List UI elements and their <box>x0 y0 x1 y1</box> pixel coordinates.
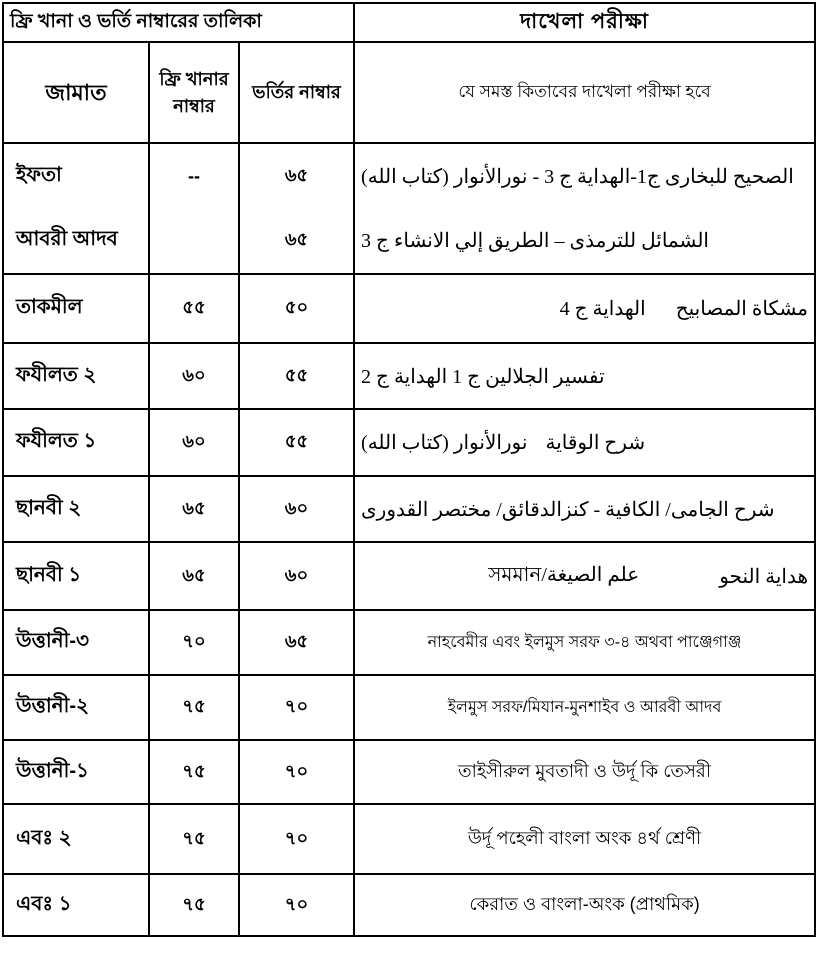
book-title: هداية النحو <box>719 565 809 588</box>
books-cell <box>354 874 815 936</box>
book-title: উর্দূ পহেলী বাংলা অংক ৪র্থ শ্রেণী <box>467 827 702 848</box>
book-title: مشكاة المصابيح <box>675 298 809 320</box>
table-row <box>3 143 815 274</box>
column-header-jamaat: জামাত <box>3 42 149 143</box>
books-cell <box>354 274 815 343</box>
books-cell <box>354 804 815 874</box>
books-text <box>361 757 808 788</box>
jamaat-label: ইফতা <box>16 164 62 187</box>
book-title: ইলমুস সরফ/মিযান-মুনশাইব ও আরবী আদব <box>447 699 722 716</box>
books-text <box>361 430 808 455</box>
jamaat-cell: উত্তানী-২ <box>3 675 149 740</box>
books-text <box>361 164 808 189</box>
table-row <box>3 542 815 610</box>
books-cell <box>354 476 815 542</box>
column-header-free-marks: ফ্রি খানার নাম্বার <box>149 42 239 143</box>
book-title: الهداية ج 4 <box>559 298 646 320</box>
admission-marks-cell: ৫৫ <box>239 343 354 409</box>
free-marks-cell: ৭০ <box>149 610 239 675</box>
jamaat-cell: এবঃ ২ <box>3 804 149 874</box>
column-header-row <box>3 42 815 143</box>
books-cell <box>354 542 815 610</box>
admission-marks-cell: ৫৫ <box>239 409 354 476</box>
book-title: علم الصيغة/সমমান <box>488 563 640 586</box>
free-marks-cell: ৫৫ <box>149 274 239 343</box>
free-marks-cell: ৬৫ <box>149 542 239 610</box>
free-marks-cell: ৬০ <box>149 343 239 409</box>
free-marks-cell: ৬৫ <box>149 476 239 542</box>
jamaat-cell: উত্তানী-৩ <box>3 610 149 675</box>
book-title: তাইসীরুল মুবতাদী ও উর্দূ কি তেসরী <box>458 760 711 781</box>
jamaat-cell: ফযীলত ১ <box>3 409 149 476</box>
book-title: الشمائل للترمذى – الطريق إلي الانشاء ج 3 <box>361 229 709 252</box>
jamaat-cell: ছানবী ১ <box>3 542 149 610</box>
books-text <box>361 560 815 593</box>
admission-marks-cell: ৬৫ <box>239 610 354 675</box>
table-row <box>3 740 815 804</box>
books-text <box>361 364 808 389</box>
table-title-left: ফ্রি খানা ও ভর্তি নাম্বারের তালিকা <box>3 3 354 42</box>
books-cell <box>354 675 815 740</box>
column-header-books: যে সমস্ত কিতাবের দাখেলা পরীক্ষা হবে <box>354 42 815 143</box>
jamaat-cell: এবঃ ১ <box>3 874 149 936</box>
books-text <box>361 694 808 721</box>
fee-admission-table <box>2 2 816 937</box>
jamaat-cell: তাকমীল <box>3 274 149 343</box>
jamaat-label: আবরী আদব <box>16 227 118 250</box>
book-title: شرح الوقاية <box>545 432 646 454</box>
table-row <box>3 610 815 675</box>
book-title: الصحيح للبخارى ج1-الهداية ج 3 - نورالأنوار (كتاب الله) <box>361 166 794 189</box>
jamaat-cell: উত্তানী-১ <box>3 740 149 804</box>
table-row <box>3 874 815 936</box>
jamaat-cell <box>3 143 149 274</box>
books-text <box>361 296 808 321</box>
free-marks-cell: ৭৫ <box>149 675 239 740</box>
book-title: تفسير الجلالين ج 1 الهداية ج 2 <box>361 365 605 388</box>
jamaat-cell: ফযীলত ২ <box>3 343 149 409</box>
books-cell <box>354 740 815 804</box>
table-row <box>3 409 815 476</box>
admission-marks-cell: ৫০ <box>239 274 354 343</box>
free-marks-cell: ৭৫ <box>149 874 239 936</box>
column-header-admission-marks: ভর্তির নাম্বার <box>239 42 354 143</box>
books-cell <box>354 610 815 675</box>
free-marks-cell: ৭৫ <box>149 740 239 804</box>
marks-value: ৬৫ <box>284 165 309 186</box>
table-title-row <box>3 3 815 42</box>
books-text <box>361 824 808 855</box>
admission-marks-cell: ৭০ <box>239 740 354 804</box>
marks-value: ৬৫ <box>284 228 309 249</box>
books-cell <box>354 143 815 274</box>
jamaat-cell: ছানবী ২ <box>3 476 149 542</box>
marks-value: -- <box>188 166 200 187</box>
free-marks-cell <box>149 143 239 274</box>
admission-marks-cell: ৬০ <box>239 476 354 542</box>
table-row <box>3 274 815 343</box>
book-title: نورالأنوار (كتاب الله) <box>361 432 528 454</box>
admission-marks-cell: ৭০ <box>239 675 354 740</box>
books-cell <box>354 409 815 476</box>
table-row <box>3 343 815 409</box>
books-text <box>361 629 808 656</box>
table-row <box>3 675 815 740</box>
books-text <box>361 228 808 253</box>
book-title: কেরাত ও বাংলা-অংক (প্রাথমিক) <box>469 893 700 914</box>
admission-marks-cell: ৭০ <box>239 874 354 936</box>
admission-marks-cell: ৬০ <box>239 542 354 610</box>
books-text <box>361 890 808 921</box>
table-row <box>3 476 815 542</box>
table-title-right: দাখেলা পরীক্ষা <box>354 3 815 42</box>
books-text <box>361 497 808 522</box>
books-cell <box>354 343 815 409</box>
admission-marks-cell <box>239 143 354 274</box>
book-title: নাহবেমীর এবং ইলমুস সরফ ৩-৪ অথবা পাঞ্জেগাঞ্জ <box>427 634 742 651</box>
admission-marks-cell: ৭০ <box>239 804 354 874</box>
table-row <box>3 804 815 874</box>
book-title: شرح الجامى/ الكافية - كنزالدقائق/ مختصر القدورى <box>361 498 775 521</box>
free-marks-cell: ৭৫ <box>149 804 239 874</box>
free-marks-cell: ৬০ <box>149 409 239 476</box>
